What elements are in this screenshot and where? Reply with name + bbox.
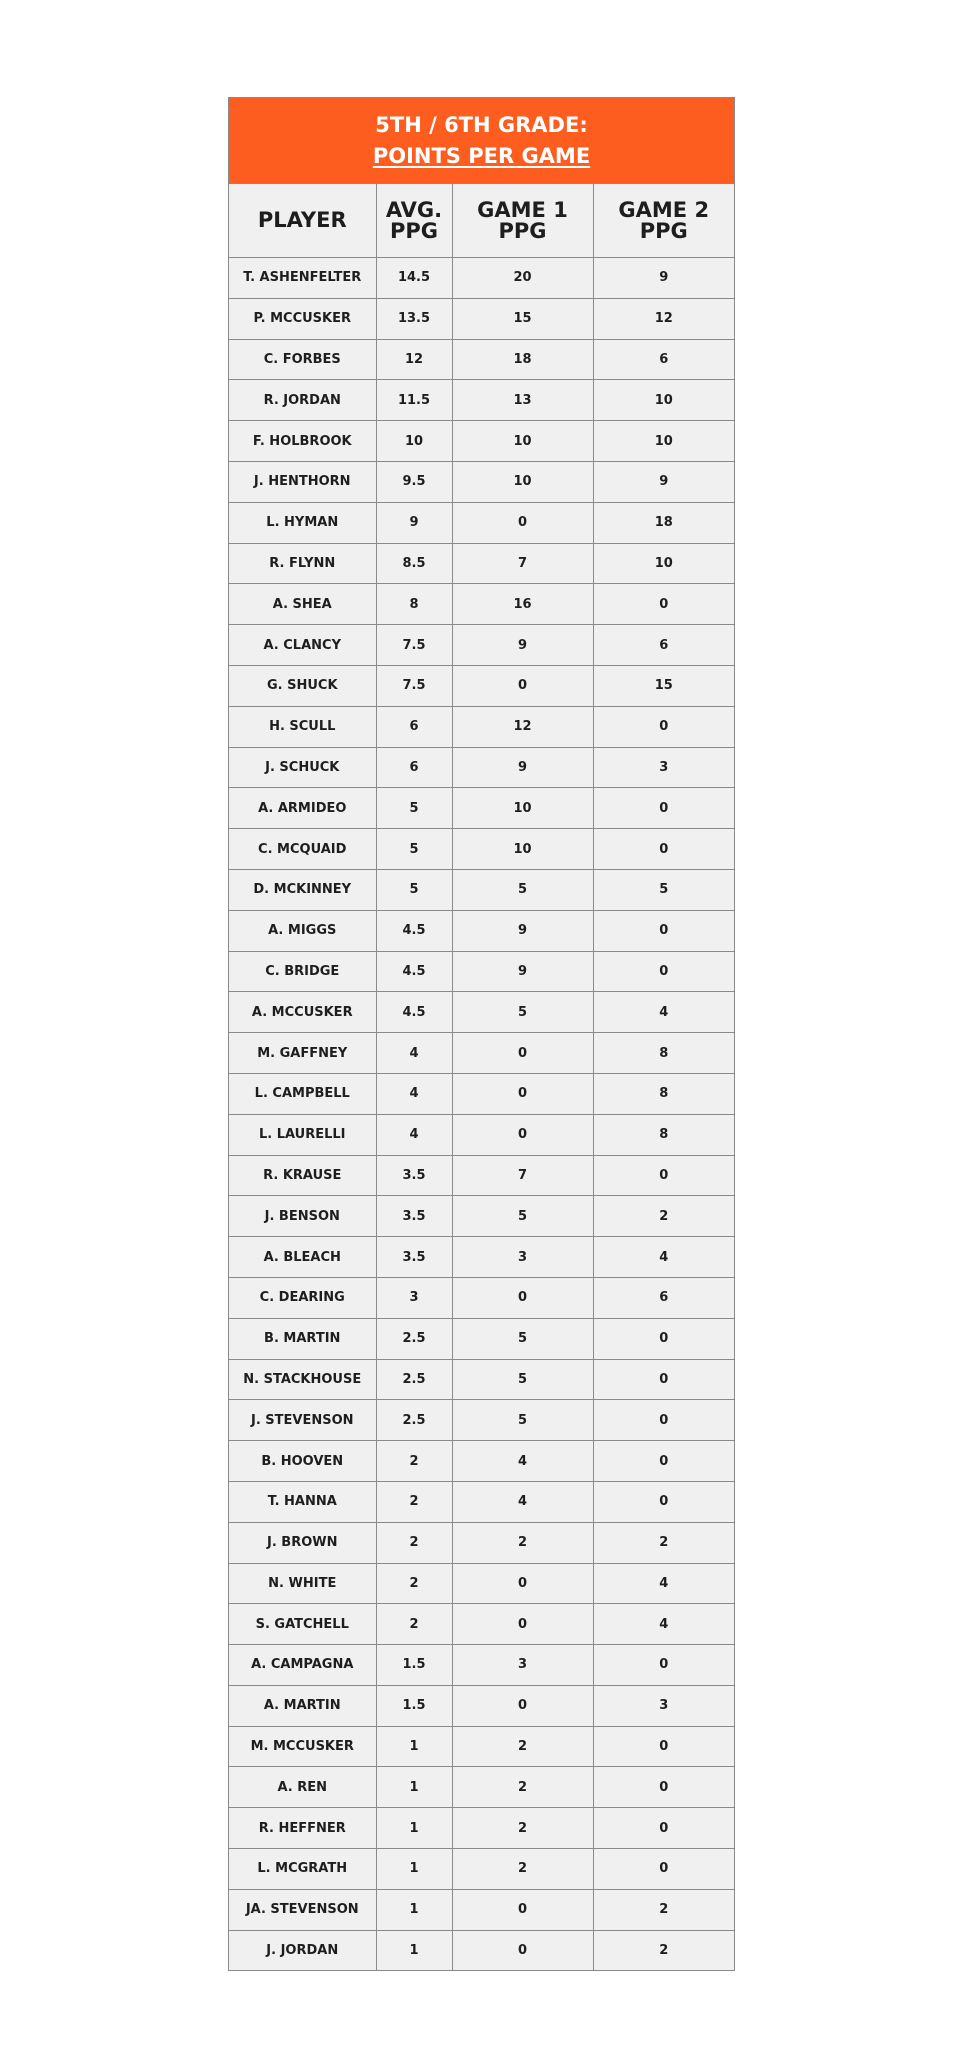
avg-ppg-cell: 4: [376, 1033, 452, 1074]
player-name-cell: C. DEARING: [229, 1277, 376, 1318]
player-name-cell: P. MCCUSKER: [229, 298, 376, 339]
player-name-cell: L. MCGRATH: [229, 1849, 376, 1890]
game2-ppg-cell: 0: [593, 1726, 734, 1767]
game1-ppg-cell: 5: [452, 1400, 593, 1441]
game2-ppg-cell: 0: [593, 788, 734, 829]
game2-ppg-cell: 0: [593, 1400, 734, 1441]
avg-ppg-cell: 3.5: [376, 1237, 452, 1278]
avg-ppg-cell: 5: [376, 829, 452, 870]
table-row: [229, 829, 734, 870]
header-row: [229, 184, 734, 258]
table-row: [229, 1767, 734, 1808]
game1-ppg-cell: 7: [452, 1155, 593, 1196]
game2-ppg-cell: 0: [593, 829, 734, 870]
game1-ppg-cell: 9: [452, 910, 593, 951]
avg-ppg-cell: 10: [376, 421, 452, 462]
player-name-cell: R. JORDAN: [229, 380, 376, 421]
player-name-cell: D. MCKINNEY: [229, 869, 376, 910]
player-name-cell: R. KRAUSE: [229, 1155, 376, 1196]
player-name-cell: H. SCULL: [229, 706, 376, 747]
avg-ppg-cell: 6: [376, 706, 452, 747]
player-name-cell: J. STEVENSON: [229, 1400, 376, 1441]
table-row: [229, 421, 734, 462]
avg-ppg-cell: 3.5: [376, 1196, 452, 1237]
table-row: [229, 1033, 734, 1074]
table-row: [229, 625, 734, 666]
game1-ppg-cell: 3: [452, 1237, 593, 1278]
avg-ppg-cell: 5: [376, 869, 452, 910]
game2-ppg-cell: 6: [593, 1277, 734, 1318]
game1-ppg-cell: 0: [452, 1073, 593, 1114]
ppg-stats-sheet: [228, 97, 735, 1971]
game2-ppg-cell: 18: [593, 502, 734, 543]
player-header-label: PLAYER: [257, 208, 347, 232]
table-row: [229, 1237, 734, 1278]
player-name-cell: T. ASHENFELTER: [229, 258, 376, 299]
column-header-player: [229, 184, 376, 258]
title-line-grade: 5TH / 6TH GRADE:: [375, 112, 588, 137]
table-row: [229, 1563, 734, 1604]
avg-ppg-cell: 1.5: [376, 1685, 452, 1726]
table-row: [229, 1441, 734, 1482]
game1-ppg-cell: 16: [452, 584, 593, 625]
column-header-game1-ppg: [452, 184, 593, 258]
avg-header-line2: PPG: [389, 218, 439, 243]
game1-ppg-cell: 15: [452, 298, 593, 339]
game1-header-line2: PPG: [498, 218, 547, 243]
game1-ppg-cell: 2: [452, 1522, 593, 1563]
column-header-avg-ppg: [376, 184, 452, 258]
game2-ppg-cell: 2: [593, 1930, 734, 1970]
player-name-cell: G. SHUCK: [229, 665, 376, 706]
game1-ppg-cell: 3: [452, 1645, 593, 1686]
player-name-cell: J. JORDAN: [229, 1930, 376, 1970]
game1-ppg-cell: 0: [452, 1277, 593, 1318]
points-per-game-table: [229, 184, 734, 1970]
game1-ppg-cell: 0: [452, 1563, 593, 1604]
game1-ppg-cell: 10: [452, 829, 593, 870]
game2-ppg-cell: 8: [593, 1114, 734, 1155]
player-name-cell: J. SCHUCK: [229, 747, 376, 788]
game2-ppg-cell: 6: [593, 339, 734, 380]
avg-ppg-cell: 8: [376, 584, 452, 625]
table-row: [229, 1849, 734, 1890]
table-row: [229, 380, 734, 421]
avg-ppg-cell: 5: [376, 788, 452, 829]
player-name-cell: M. MCCUSKER: [229, 1726, 376, 1767]
game1-ppg-cell: 0: [452, 1114, 593, 1155]
player-name-cell: R. HEFFNER: [229, 1808, 376, 1849]
table-row: [229, 706, 734, 747]
game2-ppg-cell: 10: [593, 421, 734, 462]
player-name-cell: L. CAMPBELL: [229, 1073, 376, 1114]
game2-ppg-cell: 4: [593, 992, 734, 1033]
game2-ppg-cell: 9: [593, 461, 734, 502]
player-name-cell: A. MCCUSKER: [229, 992, 376, 1033]
avg-ppg-cell: 1: [376, 1726, 452, 1767]
game2-ppg-cell: 0: [593, 1481, 734, 1522]
avg-ppg-cell: 1: [376, 1767, 452, 1808]
table-row: [229, 992, 734, 1033]
player-name-cell: A. MIGGS: [229, 910, 376, 951]
game2-ppg-cell: 0: [593, 1359, 734, 1400]
avg-ppg-cell: 6: [376, 747, 452, 788]
table-row: [229, 1073, 734, 1114]
game1-ppg-cell: 10: [452, 788, 593, 829]
player-name-cell: C. BRIDGE: [229, 951, 376, 992]
table-row: [229, 461, 734, 502]
game1-ppg-cell: 10: [452, 461, 593, 502]
game2-ppg-cell: 5: [593, 869, 734, 910]
table-row: [229, 1685, 734, 1726]
player-name-cell: J. HENTHORN: [229, 461, 376, 502]
avg-ppg-cell: 4: [376, 1114, 452, 1155]
game1-ppg-cell: 0: [452, 1604, 593, 1645]
game1-ppg-cell: 9: [452, 951, 593, 992]
avg-ppg-cell: 1: [376, 1930, 452, 1970]
game2-ppg-cell: 4: [593, 1604, 734, 1645]
table-row: [229, 1522, 734, 1563]
game2-ppg-cell: 0: [593, 584, 734, 625]
game1-ppg-cell: 9: [452, 625, 593, 666]
game2-ppg-cell: 0: [593, 1645, 734, 1686]
game2-ppg-cell: 0: [593, 910, 734, 951]
game2-ppg-cell: 12: [593, 298, 734, 339]
player-name-cell: F. HOLBROOK: [229, 421, 376, 462]
table-row: [229, 665, 734, 706]
table-row: [229, 951, 734, 992]
player-name-cell: J. BENSON: [229, 1196, 376, 1237]
game2-header-line1: GAME 2: [618, 197, 710, 222]
avg-ppg-cell: 4.5: [376, 951, 452, 992]
player-name-cell: S. GATCHELL: [229, 1604, 376, 1645]
player-name-cell: N. STACKHOUSE: [229, 1359, 376, 1400]
game1-ppg-cell: 18: [452, 339, 593, 380]
game1-ppg-cell: 0: [452, 1889, 593, 1930]
game1-ppg-cell: 12: [452, 706, 593, 747]
player-name-cell: B. MARTIN: [229, 1318, 376, 1359]
game2-ppg-cell: 2: [593, 1196, 734, 1237]
game1-ppg-cell: 2: [452, 1767, 593, 1808]
avg-ppg-cell: 1: [376, 1808, 452, 1849]
player-name-cell: J. BROWN: [229, 1522, 376, 1563]
game2-ppg-cell: 15: [593, 665, 734, 706]
game1-ppg-cell: 2: [452, 1726, 593, 1767]
player-name-cell: C. MCQUAID: [229, 829, 376, 870]
avg-ppg-cell: 2: [376, 1563, 452, 1604]
game1-header-line1: GAME 1: [477, 197, 568, 222]
column-header-game2-ppg: [593, 184, 734, 258]
avg-ppg-cell: 9.5: [376, 461, 452, 502]
game1-ppg-cell: 13: [452, 380, 593, 421]
game1-ppg-cell: 20: [452, 258, 593, 299]
game2-ppg-cell: 2: [593, 1889, 734, 1930]
game2-ppg-cell: 6: [593, 625, 734, 666]
table-row: [229, 1277, 734, 1318]
game2-ppg-cell: 10: [593, 543, 734, 584]
player-name-cell: L. HYMAN: [229, 502, 376, 543]
avg-ppg-cell: 3: [376, 1277, 452, 1318]
table-row: [229, 1889, 734, 1930]
game1-ppg-cell: 2: [452, 1808, 593, 1849]
player-name-cell: T. HANNA: [229, 1481, 376, 1522]
game2-ppg-cell: 3: [593, 1685, 734, 1726]
avg-ppg-cell: 2.5: [376, 1318, 452, 1359]
game1-ppg-cell: 7: [452, 543, 593, 584]
player-name-cell: A. MARTIN: [229, 1685, 376, 1726]
table-row: [229, 910, 734, 951]
table-row: [229, 584, 734, 625]
player-name-cell: A. BLEACH: [229, 1237, 376, 1278]
table-body: [229, 258, 734, 1971]
player-name-cell: R. FLYNN: [229, 543, 376, 584]
game1-ppg-cell: 0: [452, 1930, 593, 1970]
avg-ppg-cell: 2: [376, 1441, 452, 1482]
title-line-subtitle: POINTS PER GAME: [372, 143, 591, 168]
table-row: [229, 258, 734, 299]
player-name-cell: B. HOOVEN: [229, 1441, 376, 1482]
avg-ppg-cell: 1: [376, 1889, 452, 1930]
table-row: [229, 1155, 734, 1196]
game2-ppg-cell: 8: [593, 1033, 734, 1074]
player-name-cell: JA. STEVENSON: [229, 1889, 376, 1930]
avg-ppg-cell: 1.5: [376, 1645, 452, 1686]
game2-ppg-cell: 3: [593, 747, 734, 788]
game1-ppg-cell: 10: [452, 421, 593, 462]
game2-ppg-cell: 0: [593, 706, 734, 747]
game1-ppg-cell: 9: [452, 747, 593, 788]
game2-ppg-cell: 0: [593, 1318, 734, 1359]
game2-ppg-cell: 0: [593, 1808, 734, 1849]
table-row: [229, 1318, 734, 1359]
game2-ppg-cell: 2: [593, 1522, 734, 1563]
table-row: [229, 298, 734, 339]
avg-ppg-cell: 4.5: [376, 910, 452, 951]
table-row: [229, 1359, 734, 1400]
avg-header-line1: AVG.: [385, 197, 443, 222]
avg-ppg-cell: 14.5: [376, 258, 452, 299]
player-name-cell: N. WHITE: [229, 1563, 376, 1604]
avg-ppg-cell: 3.5: [376, 1155, 452, 1196]
game2-ppg-cell: 4: [593, 1237, 734, 1278]
game1-ppg-cell: 0: [452, 502, 593, 543]
player-name-cell: A. CAMPAGNA: [229, 1645, 376, 1686]
table-row: [229, 1808, 734, 1849]
table-row: [229, 747, 734, 788]
game1-ppg-cell: 4: [452, 1441, 593, 1482]
table-row: [229, 1726, 734, 1767]
game2-ppg-cell: 9: [593, 258, 734, 299]
table-row: [229, 869, 734, 910]
table-row: [229, 1400, 734, 1441]
game2-ppg-cell: 8: [593, 1073, 734, 1114]
game2-ppg-cell: 0: [593, 1441, 734, 1482]
game2-ppg-cell: 0: [593, 1767, 734, 1808]
avg-ppg-cell: 4.5: [376, 992, 452, 1033]
game1-ppg-cell: 5: [452, 992, 593, 1033]
table-row: [229, 1645, 734, 1686]
avg-ppg-cell: 13.5: [376, 298, 452, 339]
player-name-cell: L. LAURELLI: [229, 1114, 376, 1155]
game2-ppg-cell: 0: [593, 951, 734, 992]
table-row: [229, 543, 734, 584]
table-row: [229, 502, 734, 543]
avg-ppg-cell: 2.5: [376, 1359, 452, 1400]
table-row: [229, 1196, 734, 1237]
avg-ppg-cell: 12: [376, 339, 452, 380]
avg-ppg-cell: 11.5: [376, 380, 452, 421]
table-row: [229, 788, 734, 829]
avg-ppg-cell: 7.5: [376, 625, 452, 666]
game2-ppg-cell: 0: [593, 1155, 734, 1196]
game1-ppg-cell: 5: [452, 1318, 593, 1359]
avg-ppg-cell: 2.5: [376, 1400, 452, 1441]
table-row: [229, 1481, 734, 1522]
table-row: [229, 1930, 734, 1970]
table-header: [229, 184, 734, 258]
avg-ppg-cell: 4: [376, 1073, 452, 1114]
game2-header-line2: PPG: [639, 218, 688, 243]
player-name-cell: A. REN: [229, 1767, 376, 1808]
player-name-cell: M. GAFFNEY: [229, 1033, 376, 1074]
player-name-cell: A. ARMIDEO: [229, 788, 376, 829]
table-row: [229, 1604, 734, 1645]
player-name-cell: A. CLANCY: [229, 625, 376, 666]
avg-ppg-cell: 7.5: [376, 665, 452, 706]
avg-ppg-cell: 2: [376, 1604, 452, 1645]
player-name-cell: A. SHEA: [229, 584, 376, 625]
game2-ppg-cell: 4: [593, 1563, 734, 1604]
game1-ppg-cell: 5: [452, 1196, 593, 1237]
avg-ppg-cell: 2: [376, 1522, 452, 1563]
avg-ppg-cell: 8.5: [376, 543, 452, 584]
game1-ppg-cell: 2: [452, 1849, 593, 1890]
game1-ppg-cell: 0: [452, 1685, 593, 1726]
table-row: [229, 1114, 734, 1155]
table-row: [229, 339, 734, 380]
game1-ppg-cell: 0: [452, 1033, 593, 1074]
game1-ppg-cell: 0: [452, 665, 593, 706]
avg-ppg-cell: 9: [376, 502, 452, 543]
player-name-cell: C. FORBES: [229, 339, 376, 380]
game2-ppg-cell: 10: [593, 380, 734, 421]
avg-ppg-cell: 1: [376, 1849, 452, 1890]
title-banner: [229, 98, 734, 184]
avg-ppg-cell: 2: [376, 1481, 452, 1522]
game1-ppg-cell: 5: [452, 869, 593, 910]
game1-ppg-cell: 4: [452, 1481, 593, 1522]
game1-ppg-cell: 5: [452, 1359, 593, 1400]
game2-ppg-cell: 0: [593, 1849, 734, 1890]
